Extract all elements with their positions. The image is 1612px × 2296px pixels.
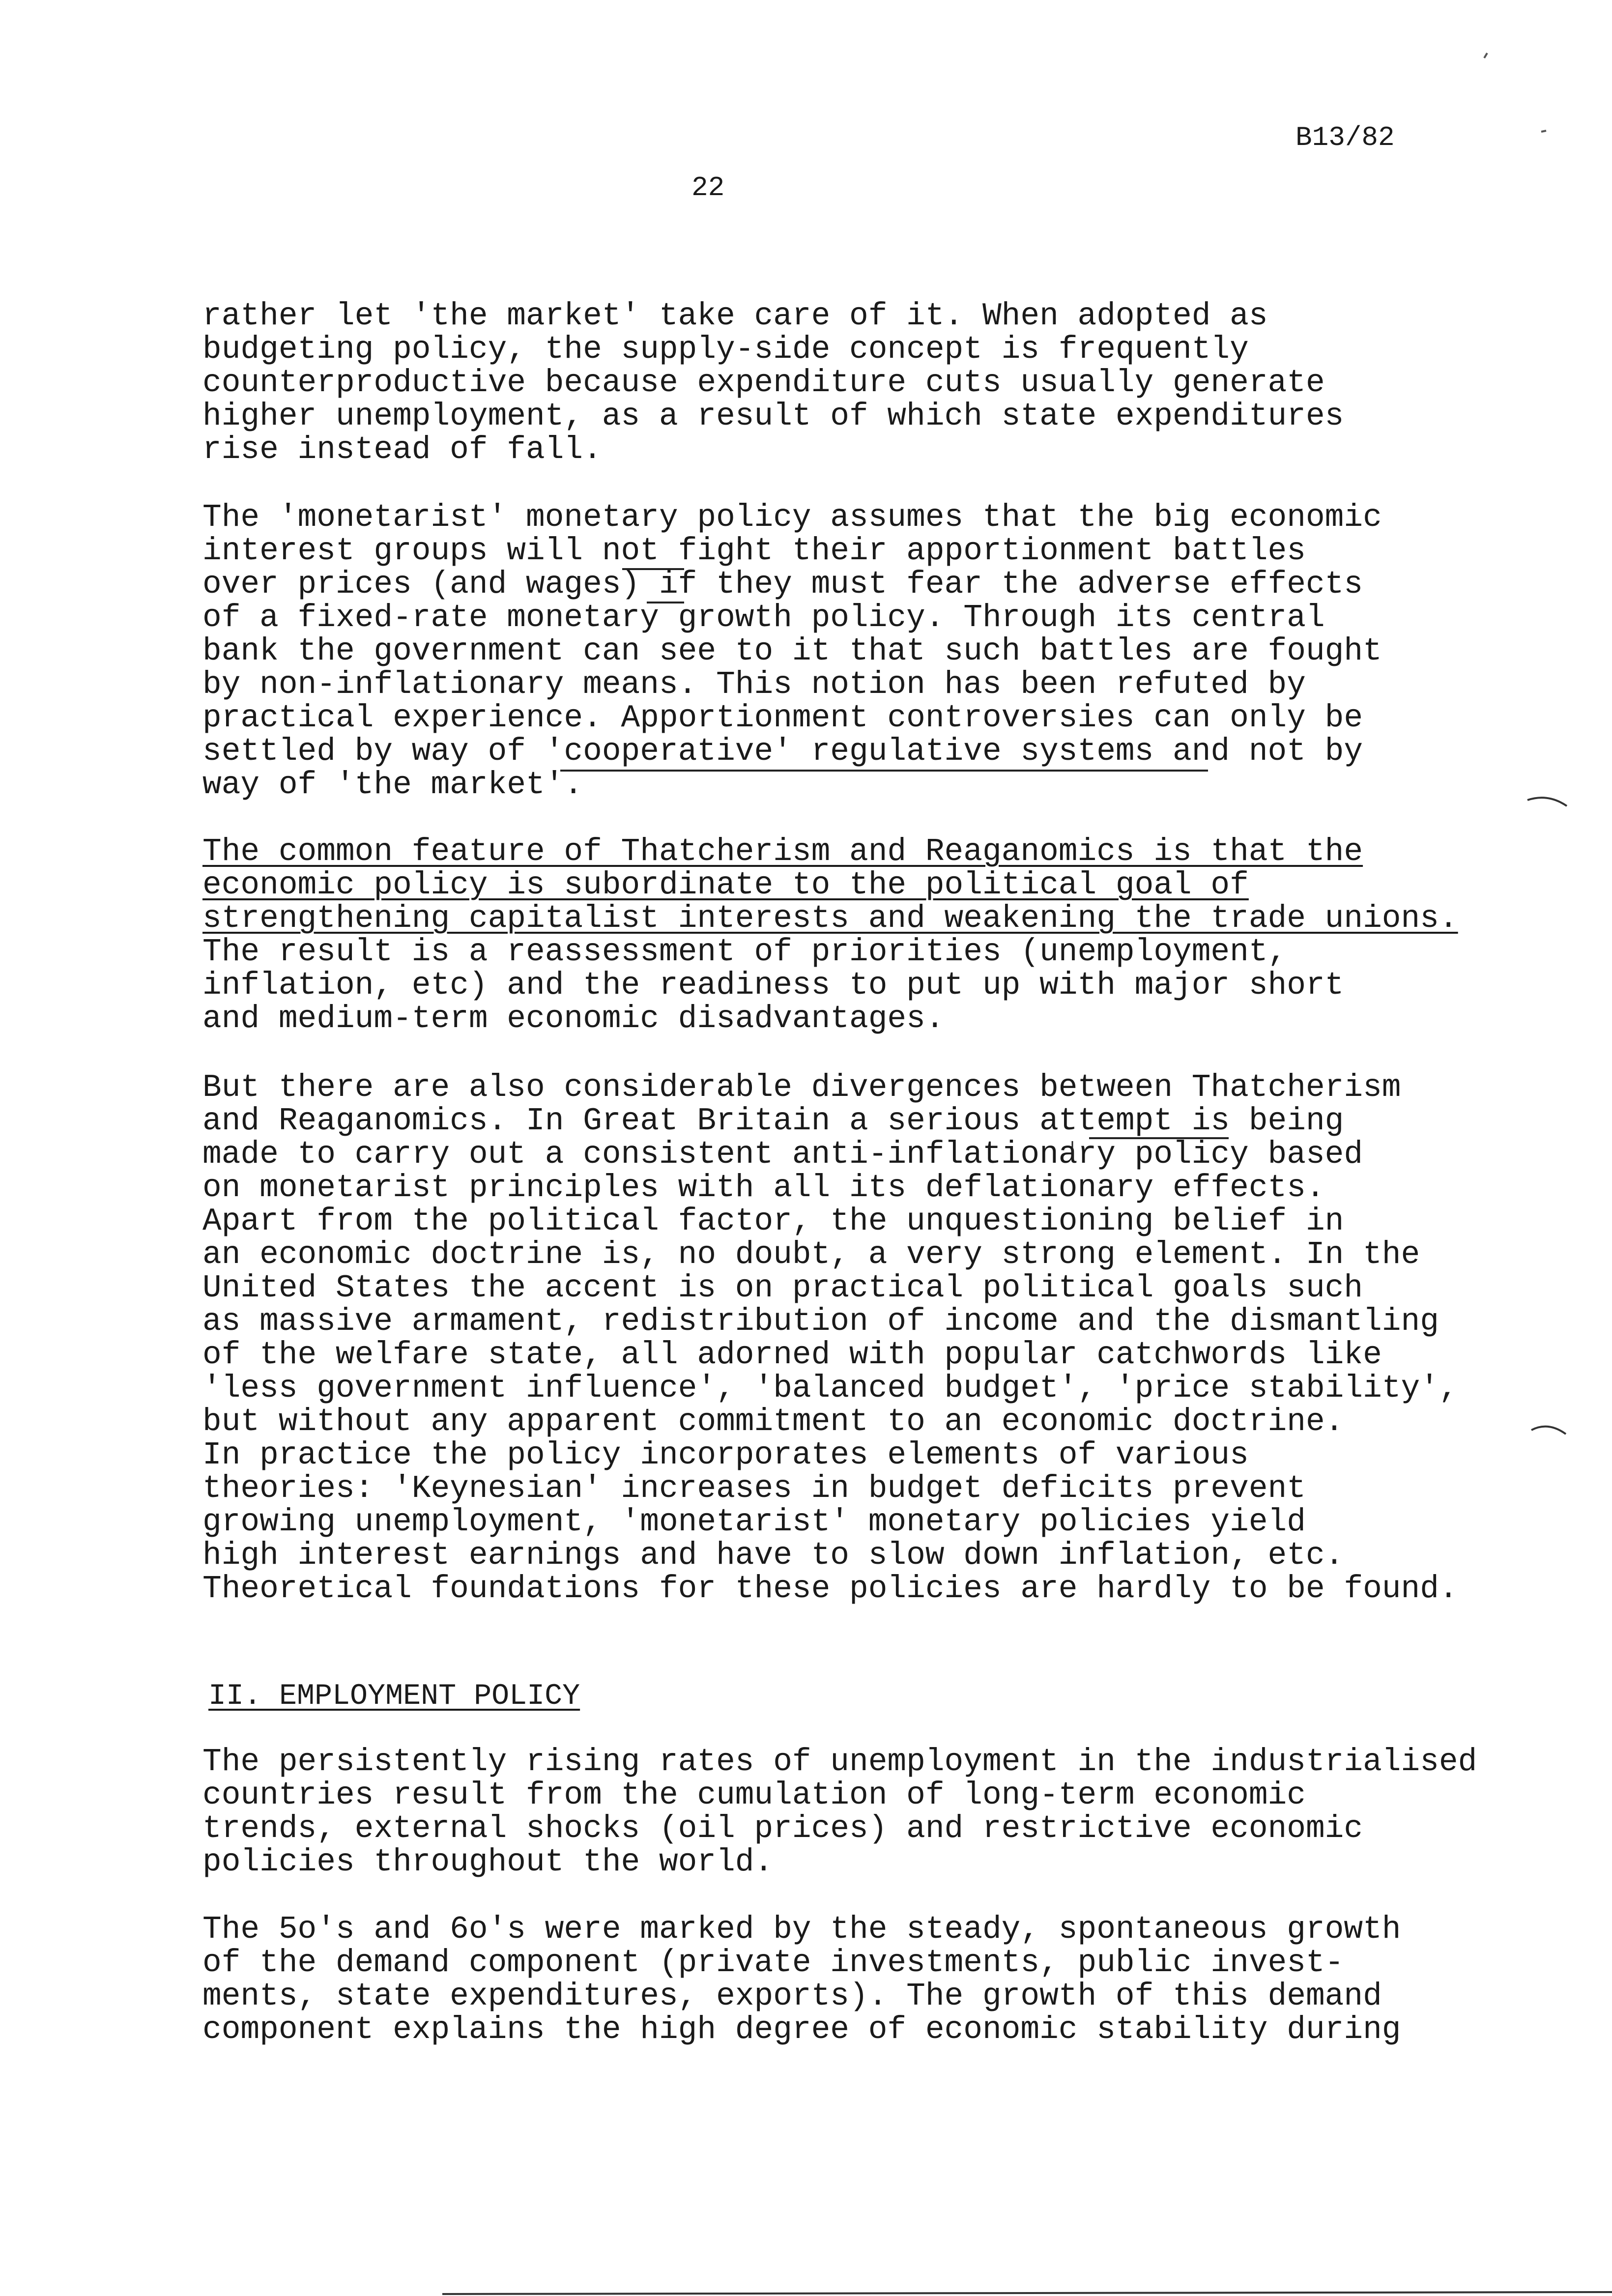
- text-line: way of 'the market'.: [202, 767, 583, 803]
- text-line: policies throughout the world.: [202, 1844, 774, 1880]
- text-line: but without any apparent commitment to an economic doctrine.: [202, 1404, 1344, 1440]
- text-line: United States the accent is on practical political goals such: [202, 1270, 1363, 1306]
- text-line: The 5o's and 6o's were marked by the steady, spontaneous growth: [202, 1912, 1401, 1948]
- text-line: theories: 'Keynesian' increases in budget deficits prevent: [202, 1471, 1306, 1507]
- text-line: by non-inflationary means. This notion has been refuted by: [202, 667, 1306, 703]
- underlined-text-line: The common feature of Thatcherism and Reaganomics is that the: [202, 834, 1363, 870]
- text-line: counterproductive because expenditure cuts usually generate: [202, 365, 1325, 401]
- text-line: and Reaganomics. In Great Britain a serious attempt is being: [202, 1103, 1344, 1139]
- text-line: high interest earnings and have to slow down inflation, etc.: [202, 1538, 1344, 1574]
- text-line: countries result from the cumulation of long-term economic: [202, 1778, 1306, 1813]
- text-line: an economic doctrine is, no doubt, a very strong element. In the: [202, 1237, 1420, 1273]
- underlined-text-line: economic policy is subordinate to the political goal of: [202, 867, 1249, 903]
- text-line: component explains the high degree of economic stability during: [202, 2012, 1401, 2048]
- text-line: settled by way of 'cooperative' regulative systems and not by: [202, 734, 1363, 770]
- margin-tick: [1541, 131, 1546, 132]
- paragraph-5: [202, 1746, 1569, 1879]
- text-line: rise instead of fall.: [202, 432, 602, 468]
- text-line: In practice the policy incorporates elements of various: [202, 1437, 1249, 1473]
- text-line: Theoretical foundations for these policies are hardly to be found.: [202, 1571, 1458, 1607]
- text-line: inflation, etc) and the readiness to put up with major short: [202, 968, 1344, 1004]
- paragraph-2: [202, 501, 1569, 802]
- text-line: growing unemployment, 'monetarist' monetary policies yield: [202, 1504, 1306, 1540]
- text-line: 'less government influence', 'balanced budget', 'price stability',: [202, 1371, 1458, 1406]
- page-number: 22: [691, 172, 725, 203]
- paragraph-4: [202, 1071, 1569, 1606]
- text-line: over prices (and wages) if they must fear the adverse effects: [202, 567, 1363, 603]
- text-line: rather let 'the market' take care of it. When adopted as: [202, 298, 1268, 334]
- underlined-text-line: strengthening capitalist interests and weakening the trade unions.: [202, 901, 1458, 937]
- text-line: The result is a reassessment of priorities (unemployment,: [202, 934, 1287, 970]
- text-line: bank the government can see to it that such battles are fought: [202, 633, 1382, 669]
- document-code: B13/82: [1295, 122, 1395, 153]
- section-heading: II. EMPLOYMENT POLICY: [208, 1680, 580, 1713]
- text-line: and medium-term economic disadvantages.: [202, 1001, 945, 1037]
- text-line: made to carry out a consistent anti-inflationary policy based: [202, 1137, 1363, 1173]
- text-line: of a fixed-rate monetary growth policy. Through its central: [202, 600, 1325, 636]
- text-line: of the welfare state, all adorned with popular catchwords like: [202, 1337, 1382, 1373]
- margin-tick: [1484, 53, 1487, 58]
- text-line: higher unemployment, as a result of which state expenditures: [202, 399, 1344, 434]
- paragraph-3: [202, 835, 1569, 1036]
- paragraph-6: [202, 1913, 1569, 2047]
- text-line: But there are also considerable divergences between Thatcherism: [202, 1070, 1401, 1106]
- text-line: interest groups will not fight their apportionment battles: [202, 533, 1306, 569]
- text-line: on monetarist principles with all its deflationary effects.: [202, 1170, 1325, 1206]
- text-line: trends, external shocks (oil prices) and restrictive economic: [202, 1811, 1363, 1847]
- bottom-rule: [442, 2292, 1612, 2294]
- text-line: as massive armament, redistribution of income and the dismantling: [202, 1304, 1439, 1340]
- text-line: of the demand component (private investments, public invest-: [202, 1945, 1344, 1981]
- text-line: The 'monetarist' monetary policy assumes that the big economic: [202, 500, 1382, 536]
- text-line: ments, state expenditures, exports). The growth of this demand: [202, 1979, 1382, 2014]
- text-line: Apart from the political factor, the unquestioning belief in: [202, 1204, 1344, 1239]
- text-line: budgeting policy, the supply-side concept is frequently: [202, 332, 1249, 368]
- text-line: The persistently rising rates of unemployment in the industrialised: [202, 1744, 1477, 1780]
- paragraph-1: [202, 300, 1569, 467]
- text-line: practical experience. Apportionment controversies can only be: [202, 700, 1363, 736]
